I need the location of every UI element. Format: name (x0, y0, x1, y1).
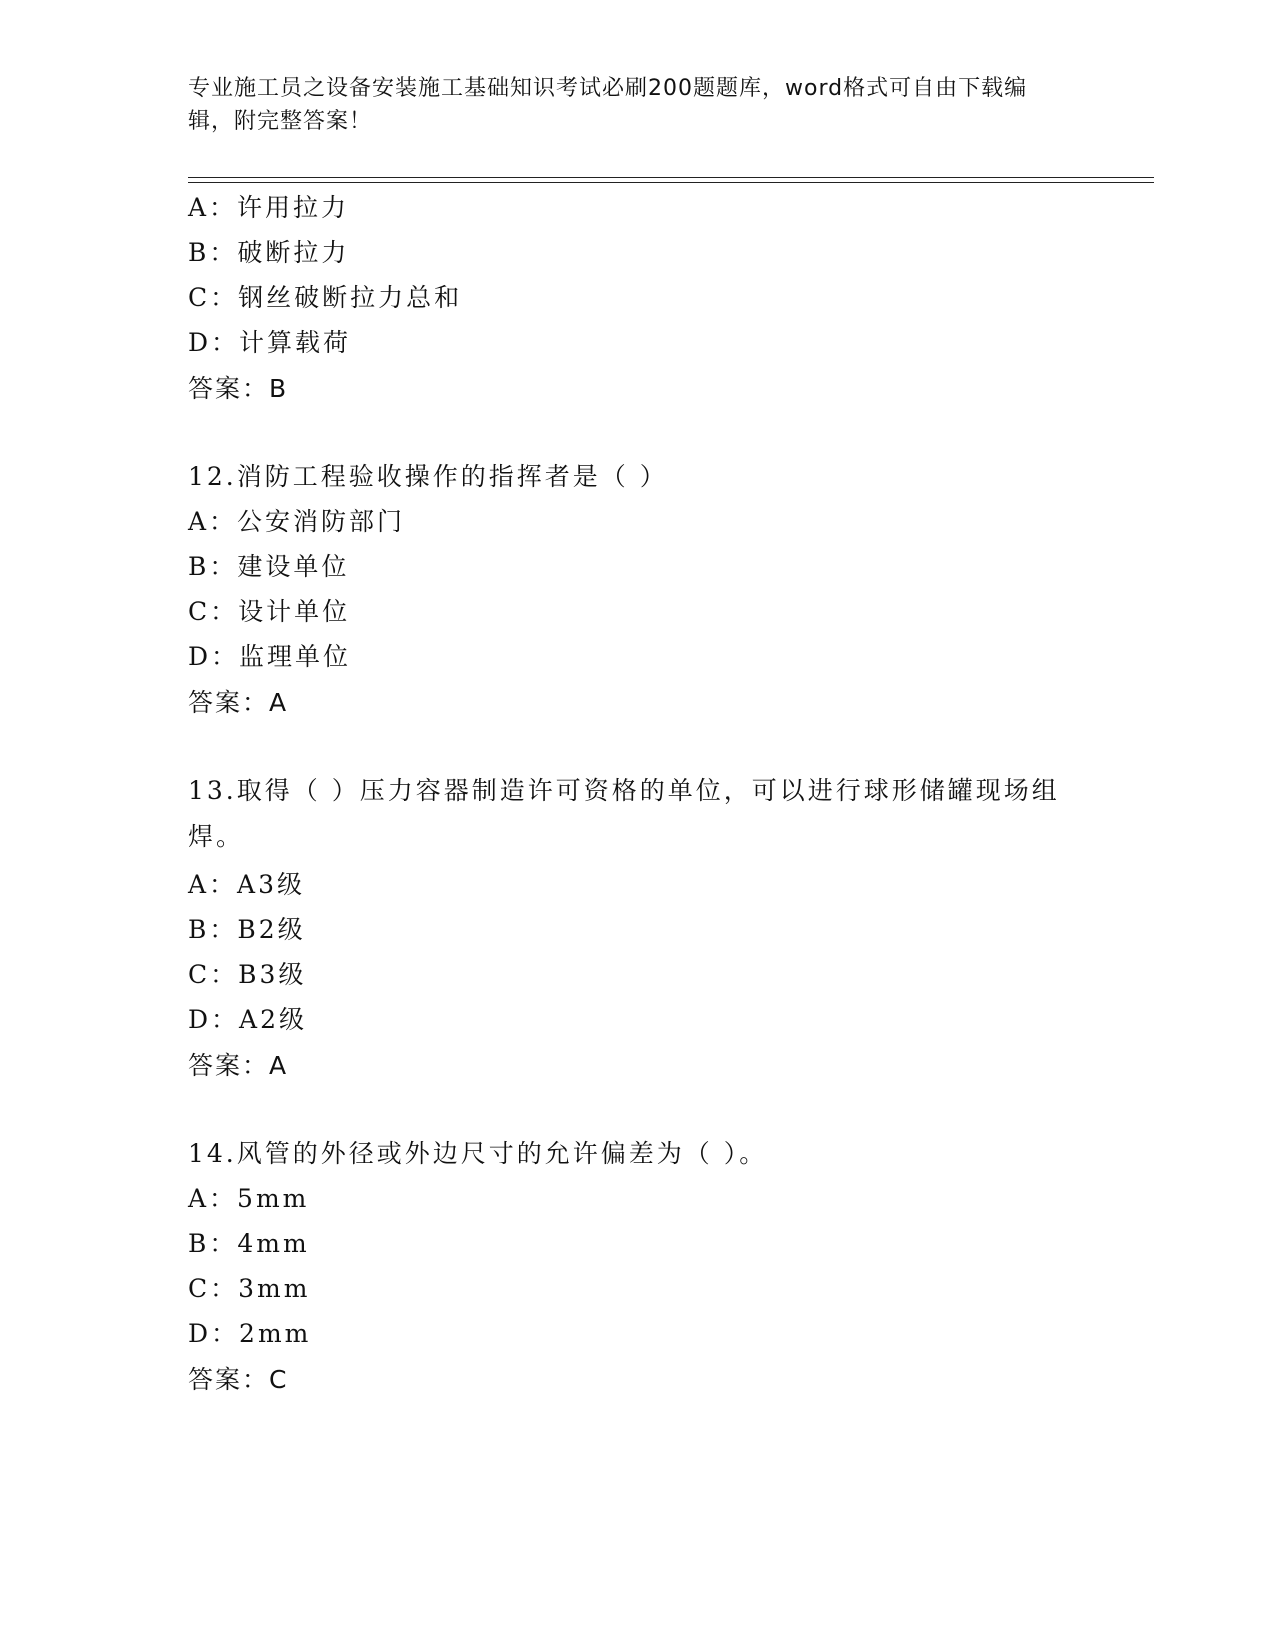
header-divider-bottom (188, 182, 1154, 183)
q13-option-c: C：B3级 (188, 960, 307, 989)
q11-option-b: B：破断拉力 (188, 238, 350, 267)
q13-question: 13.取得（ ）压力容器制造许可资格的单位，可以进行球形储罐现场组焊。 (188, 776, 1060, 851)
q14-option-a: A：5mm (188, 1184, 310, 1213)
q11-option-a: A：许用拉力 (188, 193, 350, 222)
q12-question: 12.消防工程验收操作的指挥者是（ ） (188, 462, 668, 491)
header-divider-top (188, 177, 1154, 178)
q14-option-d: D：2mm (188, 1319, 312, 1348)
q14-option-b: B：4mm (188, 1229, 310, 1258)
q13-option-a: A：A3级 (188, 870, 306, 899)
q14-answer: 答案：C (188, 1365, 289, 1394)
q11-answer: 答案：B (188, 374, 289, 403)
q11-option-c: C：钢丝破断拉力总和 (188, 283, 463, 312)
q12-answer: 答案：A (188, 688, 289, 717)
q13-option-b: B：B2级 (188, 915, 306, 944)
q12-option-b: B：建设单位 (188, 552, 350, 581)
q14-question: 14.风管的外径或外边尺寸的允许偏差为（ ）。 (188, 1139, 768, 1168)
q12-option-a: A：公安消防部门 (188, 507, 406, 536)
document-header: 专业施工员之设备安装施工基础知识考试必刷200题题库，word格式可自由下载编辑，附完整答案！ (188, 76, 1028, 134)
q13-answer: 答案：A (188, 1051, 289, 1080)
q12-option-c: C：设计单位 (188, 597, 351, 626)
q12-option-d: D：监理单位 (188, 642, 352, 671)
q14-option-c: C：3mm (188, 1274, 311, 1303)
q13-option-d: D：A2级 (188, 1005, 308, 1034)
q11-option-d: D：计算载荷 (188, 328, 352, 357)
